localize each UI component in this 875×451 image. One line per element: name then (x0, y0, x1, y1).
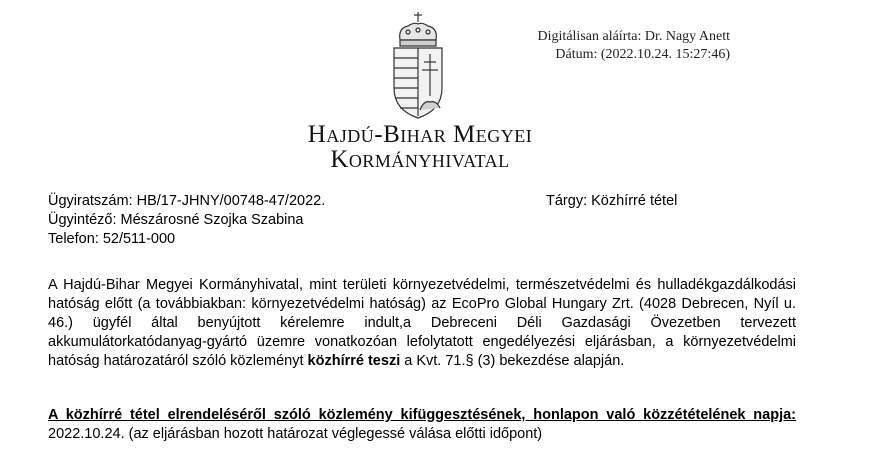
case-officer: Ügyintéző: Mészárosné Szojka Szabina (48, 212, 304, 228)
coat-of-arms-icon (386, 10, 450, 122)
digital-signature (500, 28, 730, 64)
case-number: Ügyiratszám: HB/17-JHNY/00748-47/2022. (48, 193, 326, 209)
agency-name-line2: Kormányhivatal (330, 146, 510, 173)
body-paragraph-1-end: a Kvt. 71.§ (3) bekezdése alapján. (400, 353, 625, 369)
signature-signed-by: Digitálisan aláírta: Dr. Nagy Anett (537, 29, 730, 44)
agency-name-line1: Hajdú-Bihar Megyei (307, 121, 533, 148)
body-paragraph-1-start: A Hajdú-Bihar Megyei Kormányhivatal, mint területi környezetvédelmi, természetvédelmi és hulladékgazdálkodási hatóság előtt (a továbbiakban: környezetvédelmi hatóság) az EcoPro Global Hungary Zrt. (4028 Debrecen, Nyíl u. 46.) ügyfél által benyújtott kérelemre indult,a Debreceni Déli Gazdasági Övezetben tervezett akkumulátorkatódanyag-gyártó üzemre vonatkozóan lefolytatott engedélyezési eljárásban, a környezetvédelmi hatóság határozatáról szóló közleményt (48, 277, 796, 369)
body-paragraph-1 (48, 276, 796, 371)
phone-number: Telefon: 52/511-000 (48, 231, 176, 247)
publication-date-value: 2022.10.24. (az eljárásban hozott határozat véglegessé válása előtti időpont) (48, 426, 543, 442)
case-meta (48, 192, 325, 249)
signature-date: Dátum: (2022.10.24. 15:27:46) (555, 47, 730, 62)
body-paragraph-2 (48, 406, 796, 444)
agency-name (260, 123, 580, 173)
publication-date-heading: A közhírré tétel elrendeléséről szóló közlemény kifüggesztésének, honlapon való közzétételének napja: (48, 407, 796, 423)
subject-line: Tárgy: Közhírré tétel (546, 193, 678, 209)
body-paragraph-1-bold: közhírré teszi (307, 353, 401, 369)
